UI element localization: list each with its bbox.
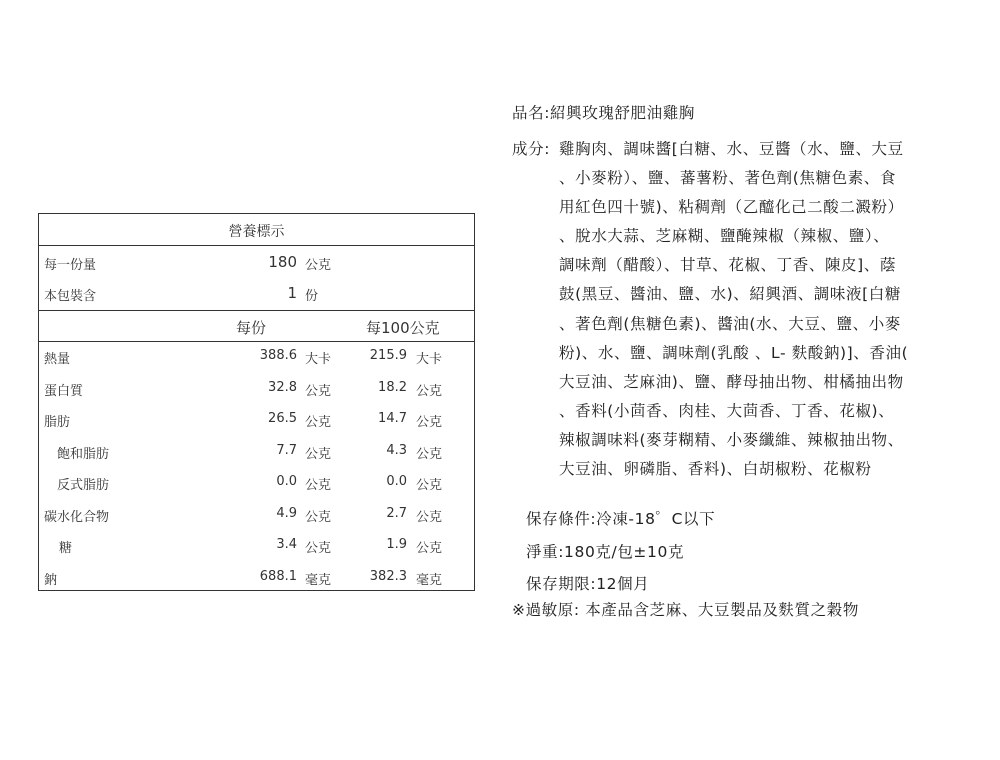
ingredients-line: 、脫水大蒜、芝麻糊、鹽醃辣椒（辣椒、鹽）、 — [559, 227, 890, 245]
per-serving-unit: 公克 — [305, 478, 332, 493]
divider — [39, 310, 474, 311]
per-100g-value: 215.9 — [369, 348, 407, 363]
ingredients-line: 、小麥粉）、鹽、蕃薯粉、著色劑(焦糖色素、食 — [559, 169, 896, 187]
col-per-100g: 每100公克 — [366, 319, 440, 337]
nutrition-table — [38, 213, 475, 591]
servings-unit: 份 — [305, 289, 319, 304]
nutrient-name: 糖 — [59, 541, 73, 556]
serving-value: 180 — [268, 253, 297, 271]
per-serving-unit: 大卡 — [305, 352, 332, 367]
per-100g-unit: 公克 — [416, 447, 443, 462]
nutrient-name: 脂肪 — [44, 415, 71, 430]
ingredients-line: 雞胸肉、調味醬[白糖、水、豆醬（水、鹽、大豆 — [559, 140, 904, 158]
per-100g-unit: 公克 — [416, 415, 443, 430]
per-serving-unit: 公克 — [305, 541, 332, 556]
nutrient-name: 熱量 — [44, 352, 71, 367]
per-100g-unit: 公克 — [416, 541, 443, 556]
storage-conditions: 保存條件:冷凍-18゜C以下 — [526, 510, 716, 528]
per-serving-value: 0.0 — [276, 474, 297, 489]
per-100g-unit: 公克 — [416, 384, 443, 399]
per-serving-value: 3.4 — [276, 537, 297, 552]
ingredients-line: 鼓(黑豆、醬油、鹽、水)、紹興酒、調味液[白糖 — [559, 285, 901, 303]
per-serving-value: 688.1 — [259, 569, 297, 584]
ingredients-line: 粉)、水、鹽、調味劑(乳酸 、L- 麩酸鈉)]、香油( — [559, 344, 909, 362]
nutrient-name: 鈉 — [44, 573, 58, 588]
ingredients-line: 、著色劑(焦糖色素)、醬油(水、大豆、鹽、小麥 — [559, 315, 901, 333]
divider — [39, 341, 474, 342]
nutrient-name: 飽和脂肪 — [57, 447, 110, 462]
net-weight: 淨重:180克/包±10克 — [526, 543, 685, 561]
ingredients-label: 成分: — [512, 140, 551, 158]
per-100g-value: 1.9 — [386, 537, 407, 552]
per-serving-unit: 毫克 — [305, 573, 332, 588]
per-100g-value: 14.7 — [378, 411, 407, 426]
col-per-serving: 每份 — [236, 319, 267, 337]
per-serving-value: 32.8 — [268, 380, 297, 395]
per-serving-value: 388.6 — [259, 348, 297, 363]
shelf-life: 保存期限:12個月 — [526, 575, 650, 593]
serving-unit: 公克 — [305, 258, 332, 273]
nutrient-name: 蛋白質 — [44, 384, 84, 399]
per-serving-value: 4.9 — [276, 506, 297, 521]
per-100g-value: 4.3 — [386, 443, 407, 458]
ingredients-line: 、香料(小茴香、肉桂、大茴香、丁香、花椒)、 — [559, 402, 895, 420]
per-serving-unit: 公克 — [305, 510, 332, 525]
servings-value: 1 — [287, 284, 297, 302]
servings-label: 本包裝含 — [44, 289, 97, 304]
serving-label: 每一份量 — [44, 258, 97, 273]
per-100g-unit: 毫克 — [416, 573, 443, 588]
per-100g-value: 382.3 — [369, 569, 407, 584]
per-100g-value: 18.2 — [378, 380, 407, 395]
per-serving-unit: 公克 — [305, 415, 332, 430]
ingredients-line: 調味劑（醋酸）、甘草、花椒、丁香、陳皮]、蔭 — [559, 256, 896, 274]
divider — [39, 245, 474, 246]
per-serving-value: 7.7 — [276, 443, 297, 458]
per-serving-unit: 公克 — [305, 384, 332, 399]
per-100g-value: 0.0 — [386, 474, 407, 489]
nutrient-name: 碳水化合物 — [44, 510, 110, 525]
ingredients-line: 辣椒調味料(麥芽糊精、小麥纖維、辣椒抽出物、 — [559, 431, 904, 449]
per-100g-unit: 公克 — [416, 510, 443, 525]
per-100g-value: 2.7 — [386, 506, 407, 521]
ingredients-line: 大豆油、卵磷脂、香料)、白胡椒粉、花椒粉 — [559, 460, 872, 478]
allergen-notice: ※過敏原: 本產品含芝麻、大豆製品及麩質之穀物 — [512, 601, 859, 619]
per-serving-value: 26.5 — [268, 411, 297, 426]
product-name: 品名:紹興玫瑰舒肥油雞胸 — [512, 104, 695, 122]
per-100g-unit: 大卡 — [416, 352, 443, 367]
per-100g-unit: 公克 — [416, 478, 443, 493]
nutrition-title: 營養標示 — [228, 224, 285, 240]
ingredients-line: 大豆油、芝麻油)、鹽、酵母抽出物、柑橘抽出物 — [559, 373, 904, 391]
ingredients-line: 用紅色四十號)、粘稠劑（乙醯化己二酸二澱粉） — [559, 198, 904, 216]
nutrient-name: 反式脂肪 — [57, 478, 110, 493]
per-serving-unit: 公克 — [305, 447, 332, 462]
